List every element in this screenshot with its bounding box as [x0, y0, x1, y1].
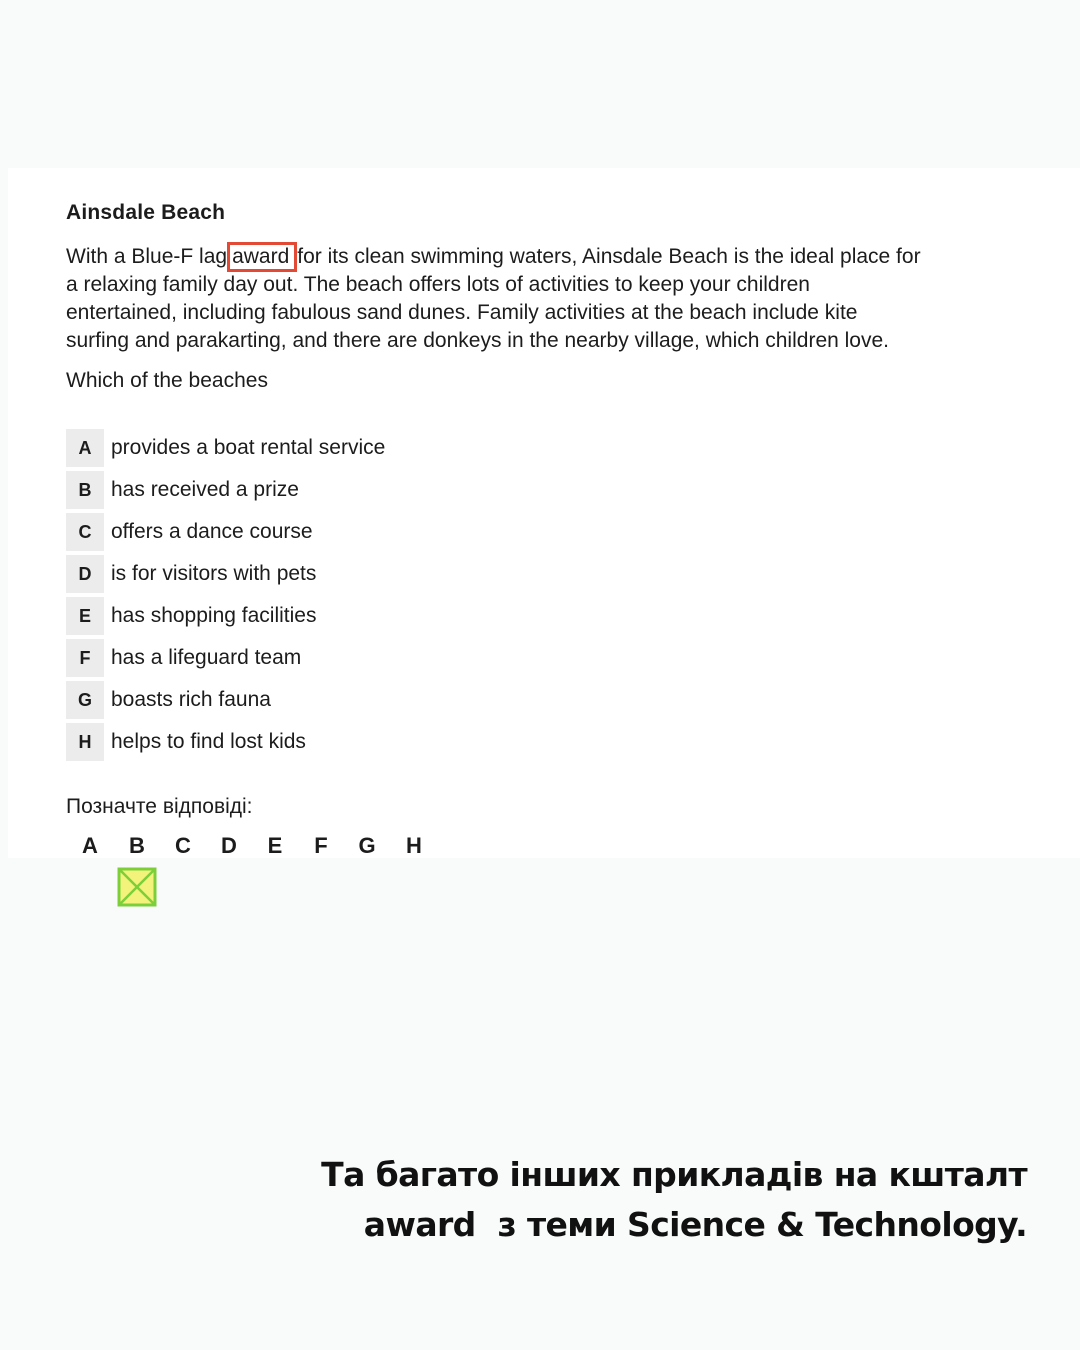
- footer-line-2: award з теми Science & Technology.: [363, 1205, 1027, 1244]
- option-g: [66, 679, 385, 721]
- answer-letter-c[interactable]: C: [175, 833, 191, 858]
- answer-letter-b[interactable]: B: [129, 833, 145, 858]
- option-letter: G: [66, 681, 104, 719]
- answer-letter-d[interactable]: D: [221, 833, 237, 858]
- options-list: [66, 427, 385, 763]
- exercise-title: Ainsdale Beach: [66, 201, 226, 224]
- option-text: provides a boat rental service: [111, 436, 386, 459]
- option-e: [66, 595, 385, 637]
- option-a: [66, 427, 385, 469]
- paragraph-line-2: a relaxing family day out. The beach offers lots of activities to keep your children: [66, 273, 810, 296]
- paragraph-line-1-after: for its clean swimming waters, Ainsdale Beach is the ideal place for: [297, 245, 921, 268]
- paragraph-line-3: entertained, including fabulous sand dunes. Family activities at the beach include kite: [66, 301, 858, 324]
- highlighted-word: award: [227, 242, 297, 272]
- answer-letters-row: [0, 833, 460, 863]
- option-f: [66, 637, 385, 679]
- question-prompt: Which of the beaches: [66, 369, 268, 392]
- option-letter: B: [66, 471, 104, 509]
- option-c: [66, 511, 385, 553]
- option-text: is for visitors with pets: [111, 562, 317, 585]
- option-text: has shopping facilities: [111, 604, 317, 627]
- footer-line-1: Та багато інших прикладів на кшталт: [321, 1155, 1027, 1194]
- answer-letter-h[interactable]: H: [406, 833, 422, 858]
- footer-caption: [321, 1150, 1027, 1250]
- option-b: [66, 469, 385, 511]
- paragraph-line-4: surfing and parakarting, and there are donkeys in the nearby village, which children love.: [66, 329, 889, 352]
- option-text: helps to find lost kids: [111, 730, 306, 753]
- option-h: [66, 721, 385, 763]
- answer-label: Позначте відповіді:: [66, 795, 253, 818]
- option-letter: A: [66, 429, 104, 467]
- exercise-paragraph: [66, 243, 1026, 355]
- answer-checkbox-b[interactable]: [117, 867, 157, 907]
- option-text: has a lifeguard team: [111, 646, 302, 669]
- option-d: [66, 553, 385, 595]
- option-text: offers a dance course: [111, 520, 313, 543]
- option-letter: F: [66, 639, 104, 677]
- option-letter: E: [66, 597, 104, 635]
- paragraph-line-1: [66, 243, 1026, 271]
- option-text: has received a prize: [111, 478, 299, 501]
- option-letter: D: [66, 555, 104, 593]
- answer-letter-g[interactable]: G: [358, 833, 376, 858]
- option-text: boasts rich fauna: [111, 688, 271, 711]
- answer-letter-f[interactable]: F: [314, 833, 328, 858]
- option-letter: C: [66, 513, 104, 551]
- paragraph-line-1-before: With a Blue-F lag: [66, 245, 228, 268]
- answer-letter-e[interactable]: E: [267, 833, 283, 858]
- option-letter: H: [66, 723, 104, 761]
- answer-letter-a[interactable]: A: [82, 833, 98, 858]
